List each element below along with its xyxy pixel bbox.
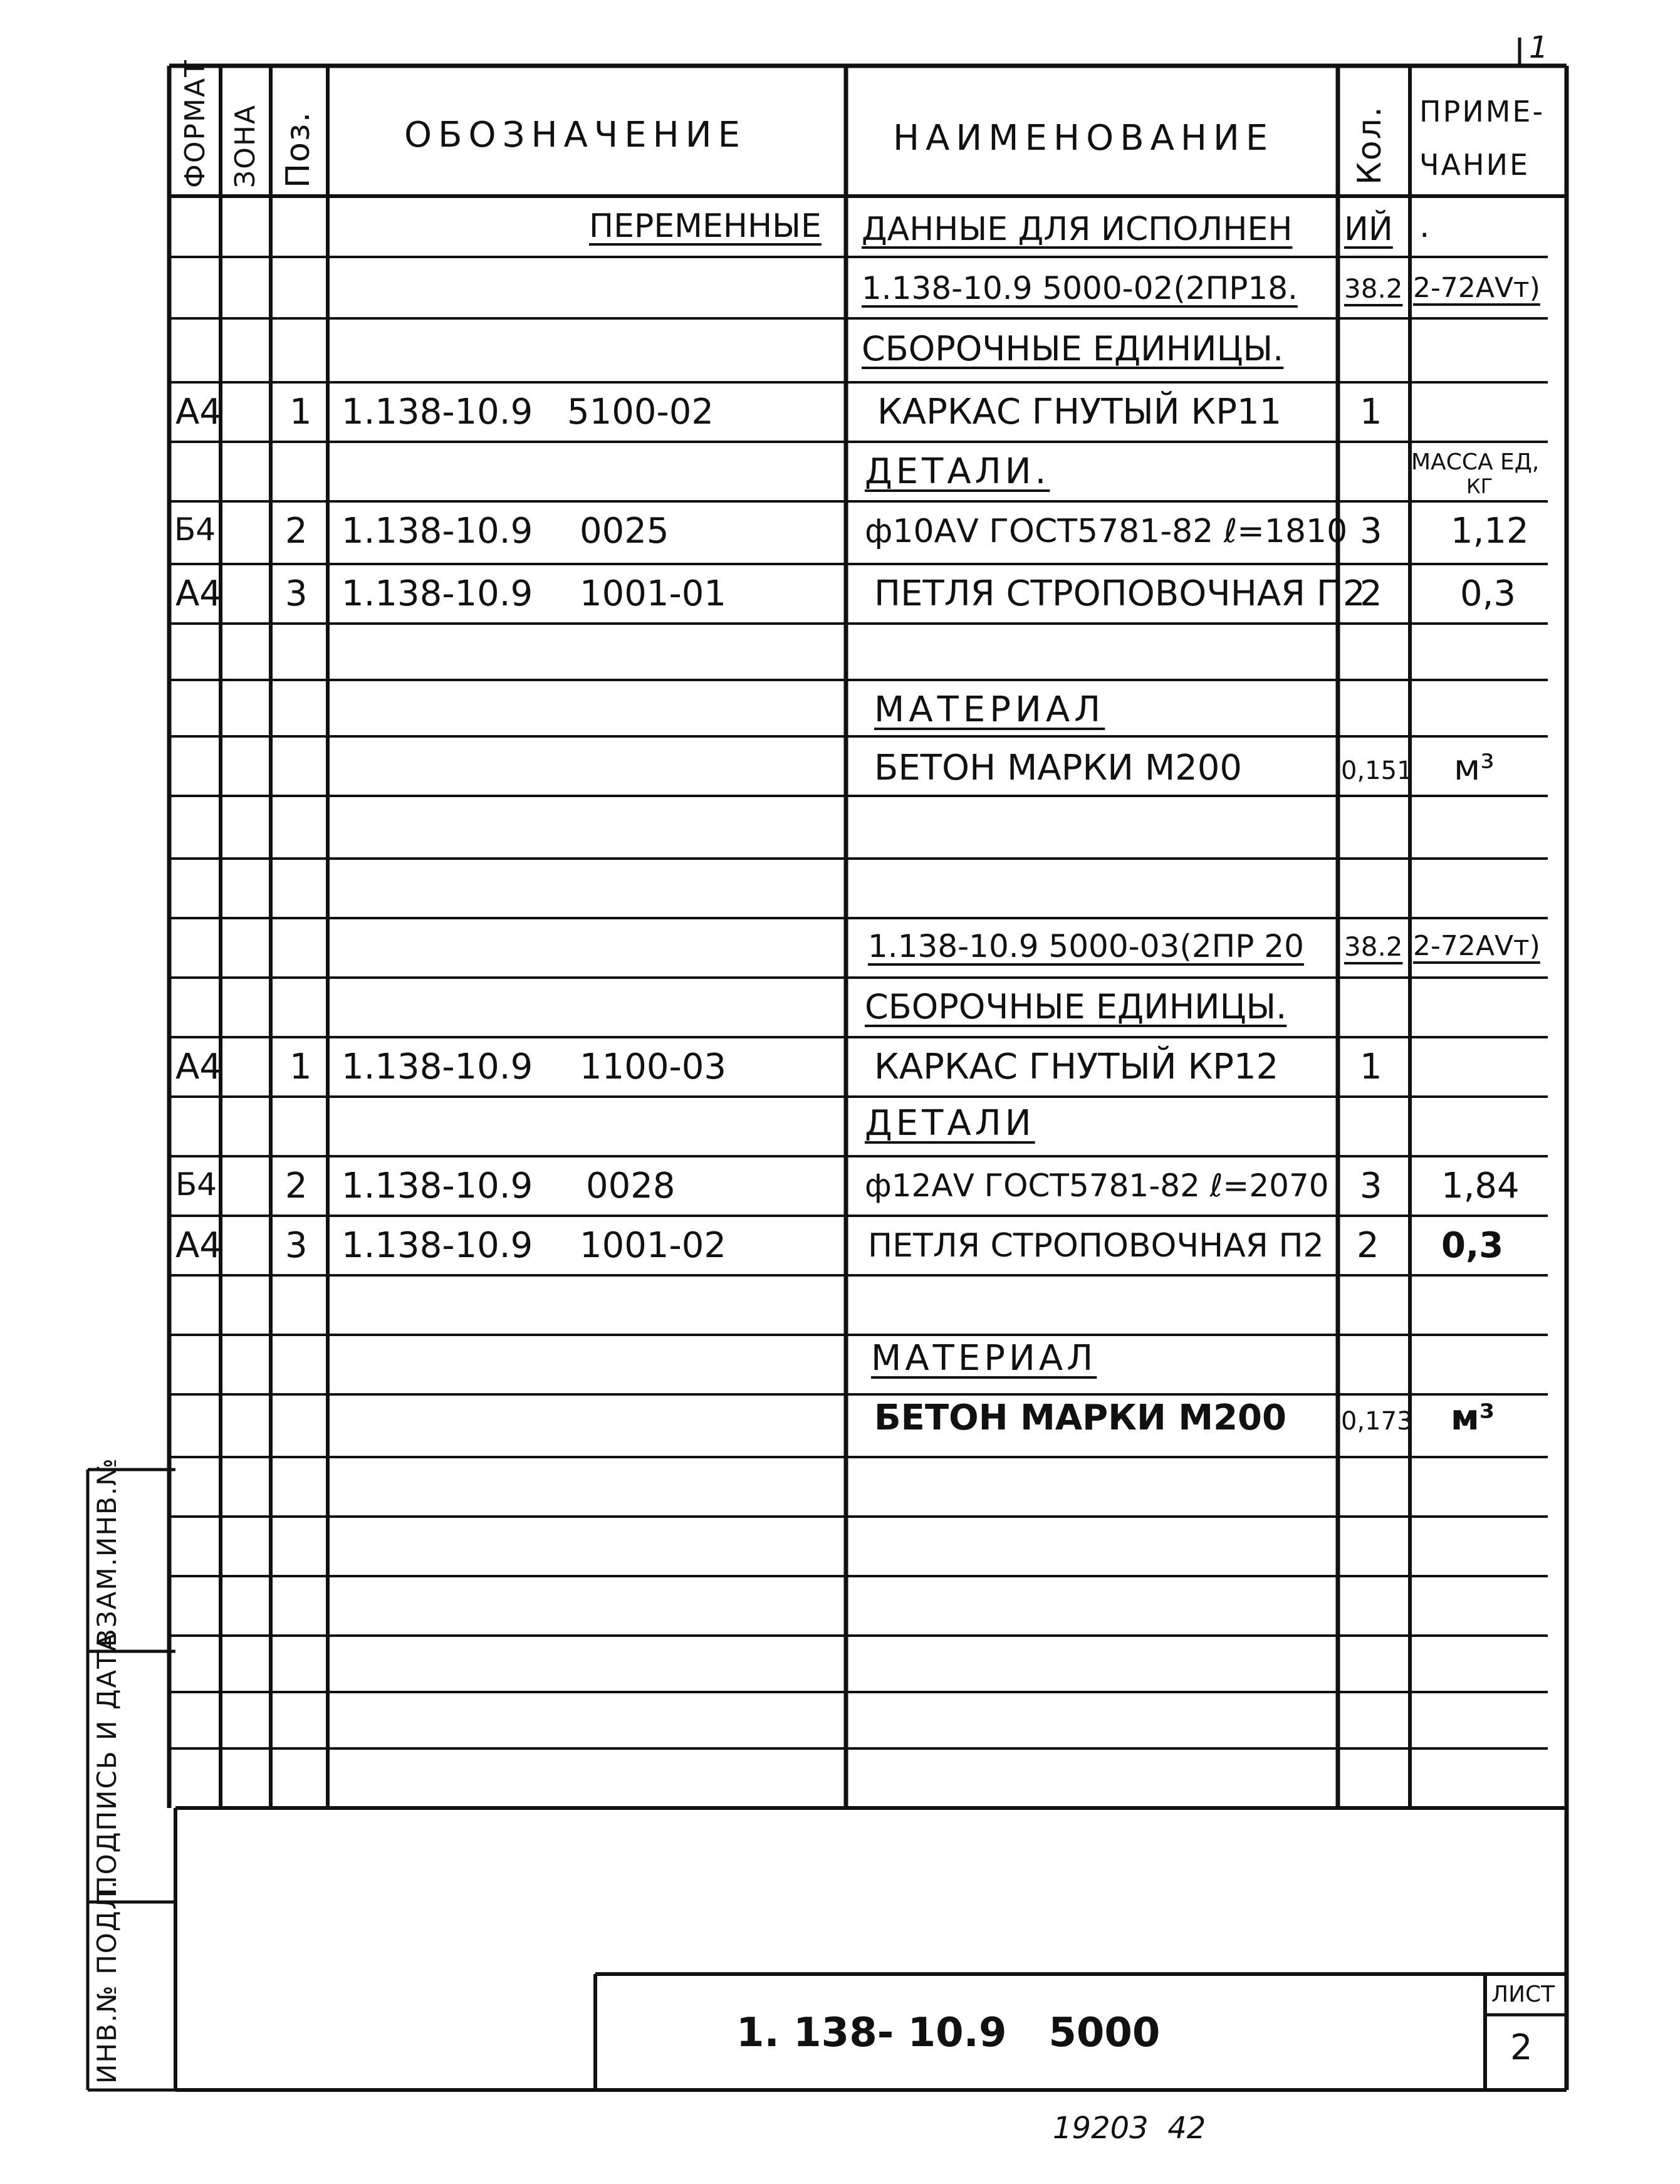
variant2-detail1-num: 0028 bbox=[586, 1166, 676, 1206]
variant2-designation-note: 2-72АⅤт) bbox=[1413, 930, 1540, 962]
variant1-detail2-code: 1.138-10.9 bbox=[342, 573, 533, 614]
variant2-detail2-note: 0,3 bbox=[1441, 1225, 1504, 1266]
variant1-designation: 1.138-10.9 5000-02(2ПР18. bbox=[862, 270, 1298, 306]
header-note-line1: ПРИМЕ- bbox=[1419, 95, 1545, 128]
variant1-material-label: МАТЕРИАЛ bbox=[874, 689, 1105, 730]
stamp-signature-date: ПОДПИСЬ И ДАТА bbox=[91, 1632, 122, 1896]
variant2-detail2-name: ПЕТЛЯ СТРОПОВОЧНАЯ П2 bbox=[868, 1227, 1324, 1265]
variant2-assembly-pos: 1 bbox=[290, 1047, 312, 1087]
variant2-assembly-qty: 1 bbox=[1360, 1047, 1382, 1087]
footer-handwritten-number: 19203 42 bbox=[1053, 2111, 1206, 2146]
variant1-assembly-num: 5100-02 bbox=[567, 392, 714, 432]
variant2-detail2-qty: 2 bbox=[1357, 1225, 1379, 1266]
variant1-assemblies-label: СБОРОЧНЫЕ ЕДИНИЦЫ. bbox=[862, 329, 1284, 368]
variant1-detail2-note: 0,3 bbox=[1460, 573, 1516, 614]
variant2-material-qty: 0,173 bbox=[1341, 1407, 1413, 1436]
variant1-assembly-format: А4 bbox=[175, 392, 222, 432]
variant2-detail2-num: 1001-02 bbox=[580, 1225, 726, 1266]
variant1-assembly-name: КАРКАС ГНУТЫЙ КР11 bbox=[877, 392, 1282, 432]
stamp-replaced-inv: ВЗАМ.ИНВ.№ bbox=[91, 1457, 122, 1647]
variant2-detail2-pos: 3 bbox=[285, 1225, 308, 1266]
variant1-detail2-pos: 3 bbox=[285, 573, 308, 614]
header-format: ФОРМАТ bbox=[179, 59, 211, 188]
header-zone: ЗОНА bbox=[229, 103, 261, 188]
variable-data-right: ДАННЫЕ ДЛЯ ИСПОЛНЕН bbox=[862, 211, 1293, 248]
variable-data-dot: . bbox=[1419, 207, 1430, 245]
variant2-assembly-code: 1.138-10.9 bbox=[342, 1047, 533, 1087]
header-designation: ОБОЗНАЧЕНИЕ bbox=[404, 115, 747, 155]
variant1-detail1-name: ф10АⅤ ГОСТ5781-82 ℓ=1810 bbox=[865, 513, 1348, 550]
variant2-assembly-num: 1100-03 bbox=[580, 1047, 726, 1087]
variant1-assembly-qty: 1 bbox=[1360, 392, 1382, 432]
variant2-details-label: ДЕТАЛИ bbox=[865, 1103, 1035, 1144]
variant2-assembly-format: А4 bbox=[175, 1047, 222, 1087]
title-sheet-label: ЛИСТ bbox=[1491, 1982, 1555, 2007]
variable-data-left: ПЕРЕМЕННЫЕ bbox=[589, 207, 822, 245]
variant2-assembly-name: КАРКАС ГНУТЫЙ КР12 bbox=[874, 1047, 1279, 1087]
variant1-material-qty: 0,151 bbox=[1341, 756, 1413, 785]
header-note-line2: ЧАНИЕ bbox=[1419, 148, 1530, 182]
variant1-detail2-name: ПЕТЛЯ СТРОПОВОЧНАЯ П2 bbox=[874, 573, 1365, 614]
corner-page-mark: 1 bbox=[1529, 30, 1548, 65]
variant1-details-label: ДЕТАЛИ. bbox=[865, 451, 1050, 492]
variant2-material-name: БЕТОН МАРКИ М200 bbox=[874, 1398, 1286, 1438]
variant1-detail1-pos: 2 bbox=[285, 511, 308, 551]
variant1-assembly-code: 1.138-10.9 bbox=[342, 392, 533, 432]
variant1-material-note: м³ bbox=[1454, 748, 1495, 788]
title-document-code: 1. 138- 10.9 5000 bbox=[736, 2010, 1161, 2056]
variant2-assemblies-label: СБОРОЧНЫЕ ЕДИНИЦЫ. bbox=[865, 987, 1287, 1027]
variant2-detail1-format: Б4 bbox=[175, 1166, 217, 1203]
variant1-mass-label-2: КГ bbox=[1466, 474, 1493, 498]
variant2-detail2-format: А4 bbox=[175, 1225, 222, 1266]
variant2-designation: 1.138-10.9 5000-03(2ПР 20 bbox=[868, 928, 1304, 964]
stamp-inv-original: ИНВ.№ ПОДЛ. bbox=[91, 1879, 122, 2084]
variant1-detail2-num: 1001-01 bbox=[580, 573, 726, 614]
variant1-designation-qty: 38.2 bbox=[1344, 273, 1403, 304]
variant1-detail1-note: 1,12 bbox=[1451, 511, 1529, 551]
variant1-detail2-format: А4 bbox=[175, 573, 222, 614]
variant1-detail1-code: 1.138-10.9 bbox=[342, 511, 533, 551]
variant1-designation-note: 2-72АⅤт) bbox=[1413, 272, 1540, 304]
variant1-detail2-qty: 2 bbox=[1360, 573, 1382, 614]
variant2-material-note: м³ bbox=[1451, 1398, 1495, 1438]
variable-data-tail: ИЙ bbox=[1344, 211, 1393, 248]
header-name: НАИМЕНОВАНИЕ bbox=[893, 118, 1275, 159]
variant1-material-name: БЕТОН МАРКИ М200 bbox=[874, 748, 1243, 788]
variant2-detail2-code: 1.138-10.9 bbox=[342, 1225, 533, 1266]
header-qty: Кол. bbox=[1351, 105, 1389, 185]
variant2-detail1-code: 1.138-10.9 bbox=[342, 1166, 533, 1206]
variant1-detail1-format: Б4. bbox=[174, 511, 226, 548]
variant2-detail1-note: 1,84 bbox=[1441, 1166, 1520, 1206]
variant1-mass-label-1: МАССА ЕД, bbox=[1411, 449, 1540, 475]
variant2-detail1-name: ф12АⅤ ГОСТ5781-82 ℓ=2070 bbox=[865, 1168, 1329, 1204]
variant2-detail1-qty: 3 bbox=[1360, 1166, 1382, 1206]
title-sheet-number: 2 bbox=[1510, 2027, 1533, 2068]
variant1-detail1-qty: 3 bbox=[1360, 511, 1382, 551]
variant2-designation-qty: 38.2 bbox=[1344, 931, 1403, 962]
variant1-detail1-num: 0025 bbox=[580, 511, 669, 551]
variant2-detail1-pos: 2 bbox=[285, 1166, 308, 1206]
variant2-material-label: МАТЕРИАЛ bbox=[871, 1338, 1097, 1379]
header-pos: Поз. bbox=[279, 110, 317, 188]
variant1-assembly-pos: 1 bbox=[290, 392, 312, 432]
